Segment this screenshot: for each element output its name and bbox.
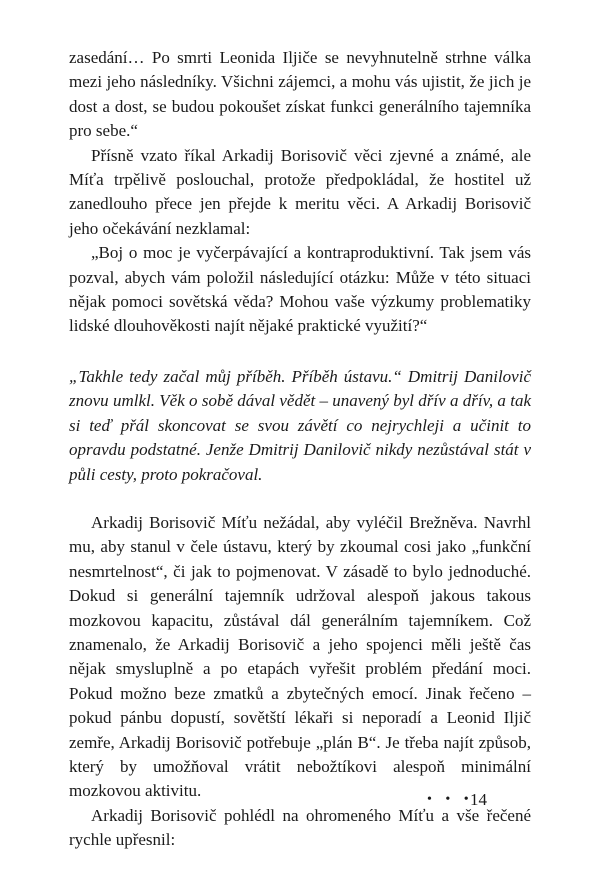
page-number: 14	[470, 790, 487, 809]
paragraph-3: „Boj o moc je vyčerpávající a kontraproduktivní. Tak jsem vás pozval, abych vám položil následující otázku: Může v této situaci nějak pomoci sovětská věda? Mohou vaše výzkumy problematiky lidské dlouhověkosti najít nějaké praktické využití?“	[69, 243, 531, 336]
paragraph-1: zasedání… Po smrti Leonida Iljiče se nevyhnutelně strhne válka mezi jeho následníky. Všichni zájemci, a mohu vás ujistit, že jich je dost a dost, se budou pokoušet získat funkci generálního tajemníka pro sebe.“	[69, 48, 531, 141]
paragraph-4: Arkadij Borisovič Míťu nežádal, aby vyléčil Brežněva. Navrhl mu, aby stanul v čele ústavu, který by zkoumal cosi jako „funkční nesmrtelnost“, či jak to pojmenovat. V zásadě to bylo jednoduché. Dokud si generální tajemník udržoval alespoň jakous takous mozkovou kapacitu, zůstával dál generálním tajemníkem. Což znamenalo, že Arkadij Borisovič a jeho spojenci měli ještě čas nějak smysluplně a po etapách vyřešit problém předání moci. Pokud možno beze zmatků a zbytečných emocí. Jinak řečeno – pokud pánbu dopustí, sovětští lékaři si neporadí a Leonid Iljič zemře, Arkadij Borisovič potřebuje „plán B“. Je třeba najít způsob, který by umožňoval vrátit nebožtíkovi alespoň minimální mozkovou aktivitu.	[69, 512, 531, 801]
paragraph-5: Arkadij Borisovič pohlédl na ohromeného Míťu a vše řečené rychle upřesnil:	[69, 805, 531, 850]
page-footer	[0, 790, 600, 810]
italic-quote: „Takhle tedy začal můj příběh. Příběh ústavu.“ Dmitrij Danilovič znovu umlkl. Věk o sobě dával vědět – unavený byl dřív a dřív, a tak si teď přál skoncovat se svou závětí co nejrychleji a učinit to opravdu podstatné. Jenže Dmitrij Danilovič nikdy nezůstával stát v půli cesty, proto pokračoval.	[69, 366, 531, 484]
page-body	[69, 46, 531, 853]
paragraph-2: Přísně vzato říkal Arkadij Borisovič věci zjevné a známé, ale Míťa trpělivě poslouchal, protože předpokládal, že hostitel už zanedlouho přece jen přejde k meritu věci. A Arkadij Borisovič jeho očekávání nezklamal:	[69, 145, 531, 238]
italic-quote-block	[69, 365, 531, 487]
ornament-dots: • • •	[427, 792, 474, 807]
